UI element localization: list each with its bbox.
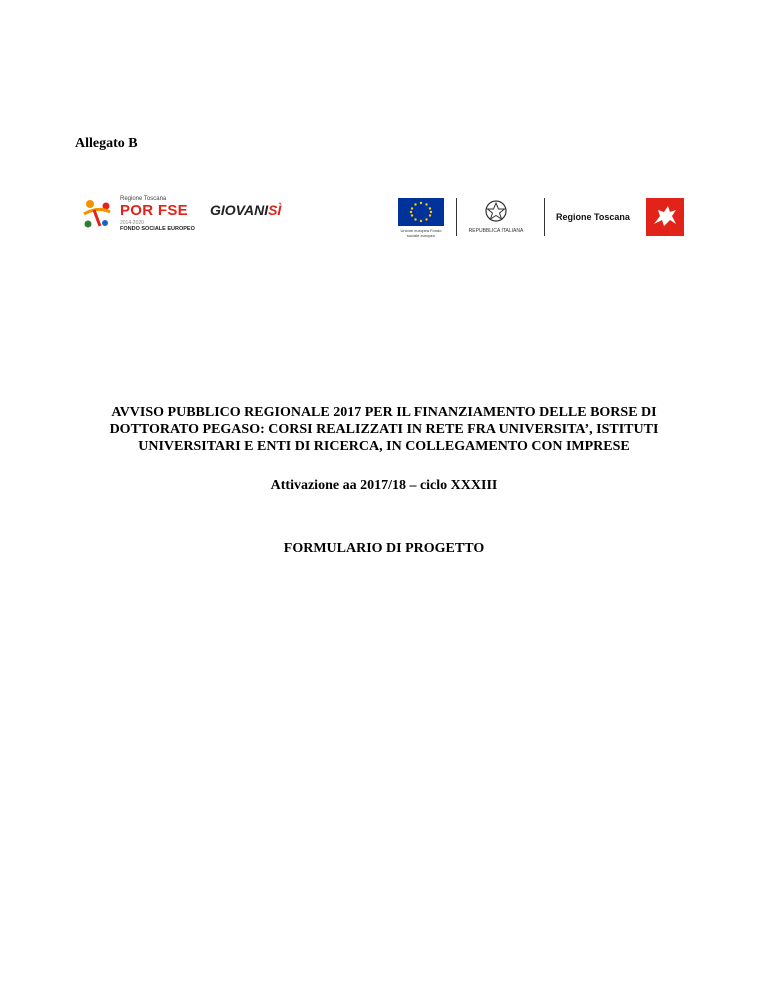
italian-emblem-icon — [456, 198, 536, 226]
activation-line: Attivazione aa 2017/18 – ciclo XXXIII — [270, 478, 498, 493]
giovani-si-label: SÌ — [268, 202, 282, 218]
eu-flag-icon — [398, 198, 444, 226]
title-line: UNIVERSITARI E ENTI DI RICERCA, IN COLLEGAMENTO CON IMPRESE — [138, 439, 630, 454]
por-fund-label: FONDO SOCIALE EUROPEO — [120, 226, 195, 232]
italian-republic-logo — [456, 198, 536, 238]
por-years-label: 2014-2020 — [120, 220, 144, 226]
logo-bar — [80, 192, 690, 242]
eu-logo — [398, 198, 444, 240]
republic-caption: REPUBBLICA ITALIANA — [468, 228, 524, 234]
pegasus-flag-icon — [646, 198, 684, 236]
eu-caption: Unione europea Fondo sociale europeo — [400, 228, 442, 238]
logo-divider — [544, 198, 545, 236]
giovani-si-logo — [210, 202, 281, 218]
document-title — [0, 404, 768, 455]
por-main-label: POR FSE — [120, 202, 188, 219]
regione-toscana-label: Regione Toscana — [556, 212, 630, 222]
por-region-label: Regione Toscana — [120, 196, 167, 202]
giovani-label: GIOVANI — [210, 202, 269, 218]
por-fse-figure-icon — [80, 196, 116, 232]
por-fse-logo — [80, 196, 205, 232]
title-line: DOTTORATO PEGASO: CORSI REALIZZATI IN RETE FRA UNIVERSITA’, ISTITUTI — [109, 422, 659, 437]
form-title: FORMULARIO DI PROGETTO — [283, 541, 485, 556]
title-line: AVVISO PUBBLICO REGIONALE 2017 PER IL FINANZIAMENTO DELLE BORSE DI — [111, 405, 657, 420]
attachment-label: Allegato B — [75, 136, 138, 151]
